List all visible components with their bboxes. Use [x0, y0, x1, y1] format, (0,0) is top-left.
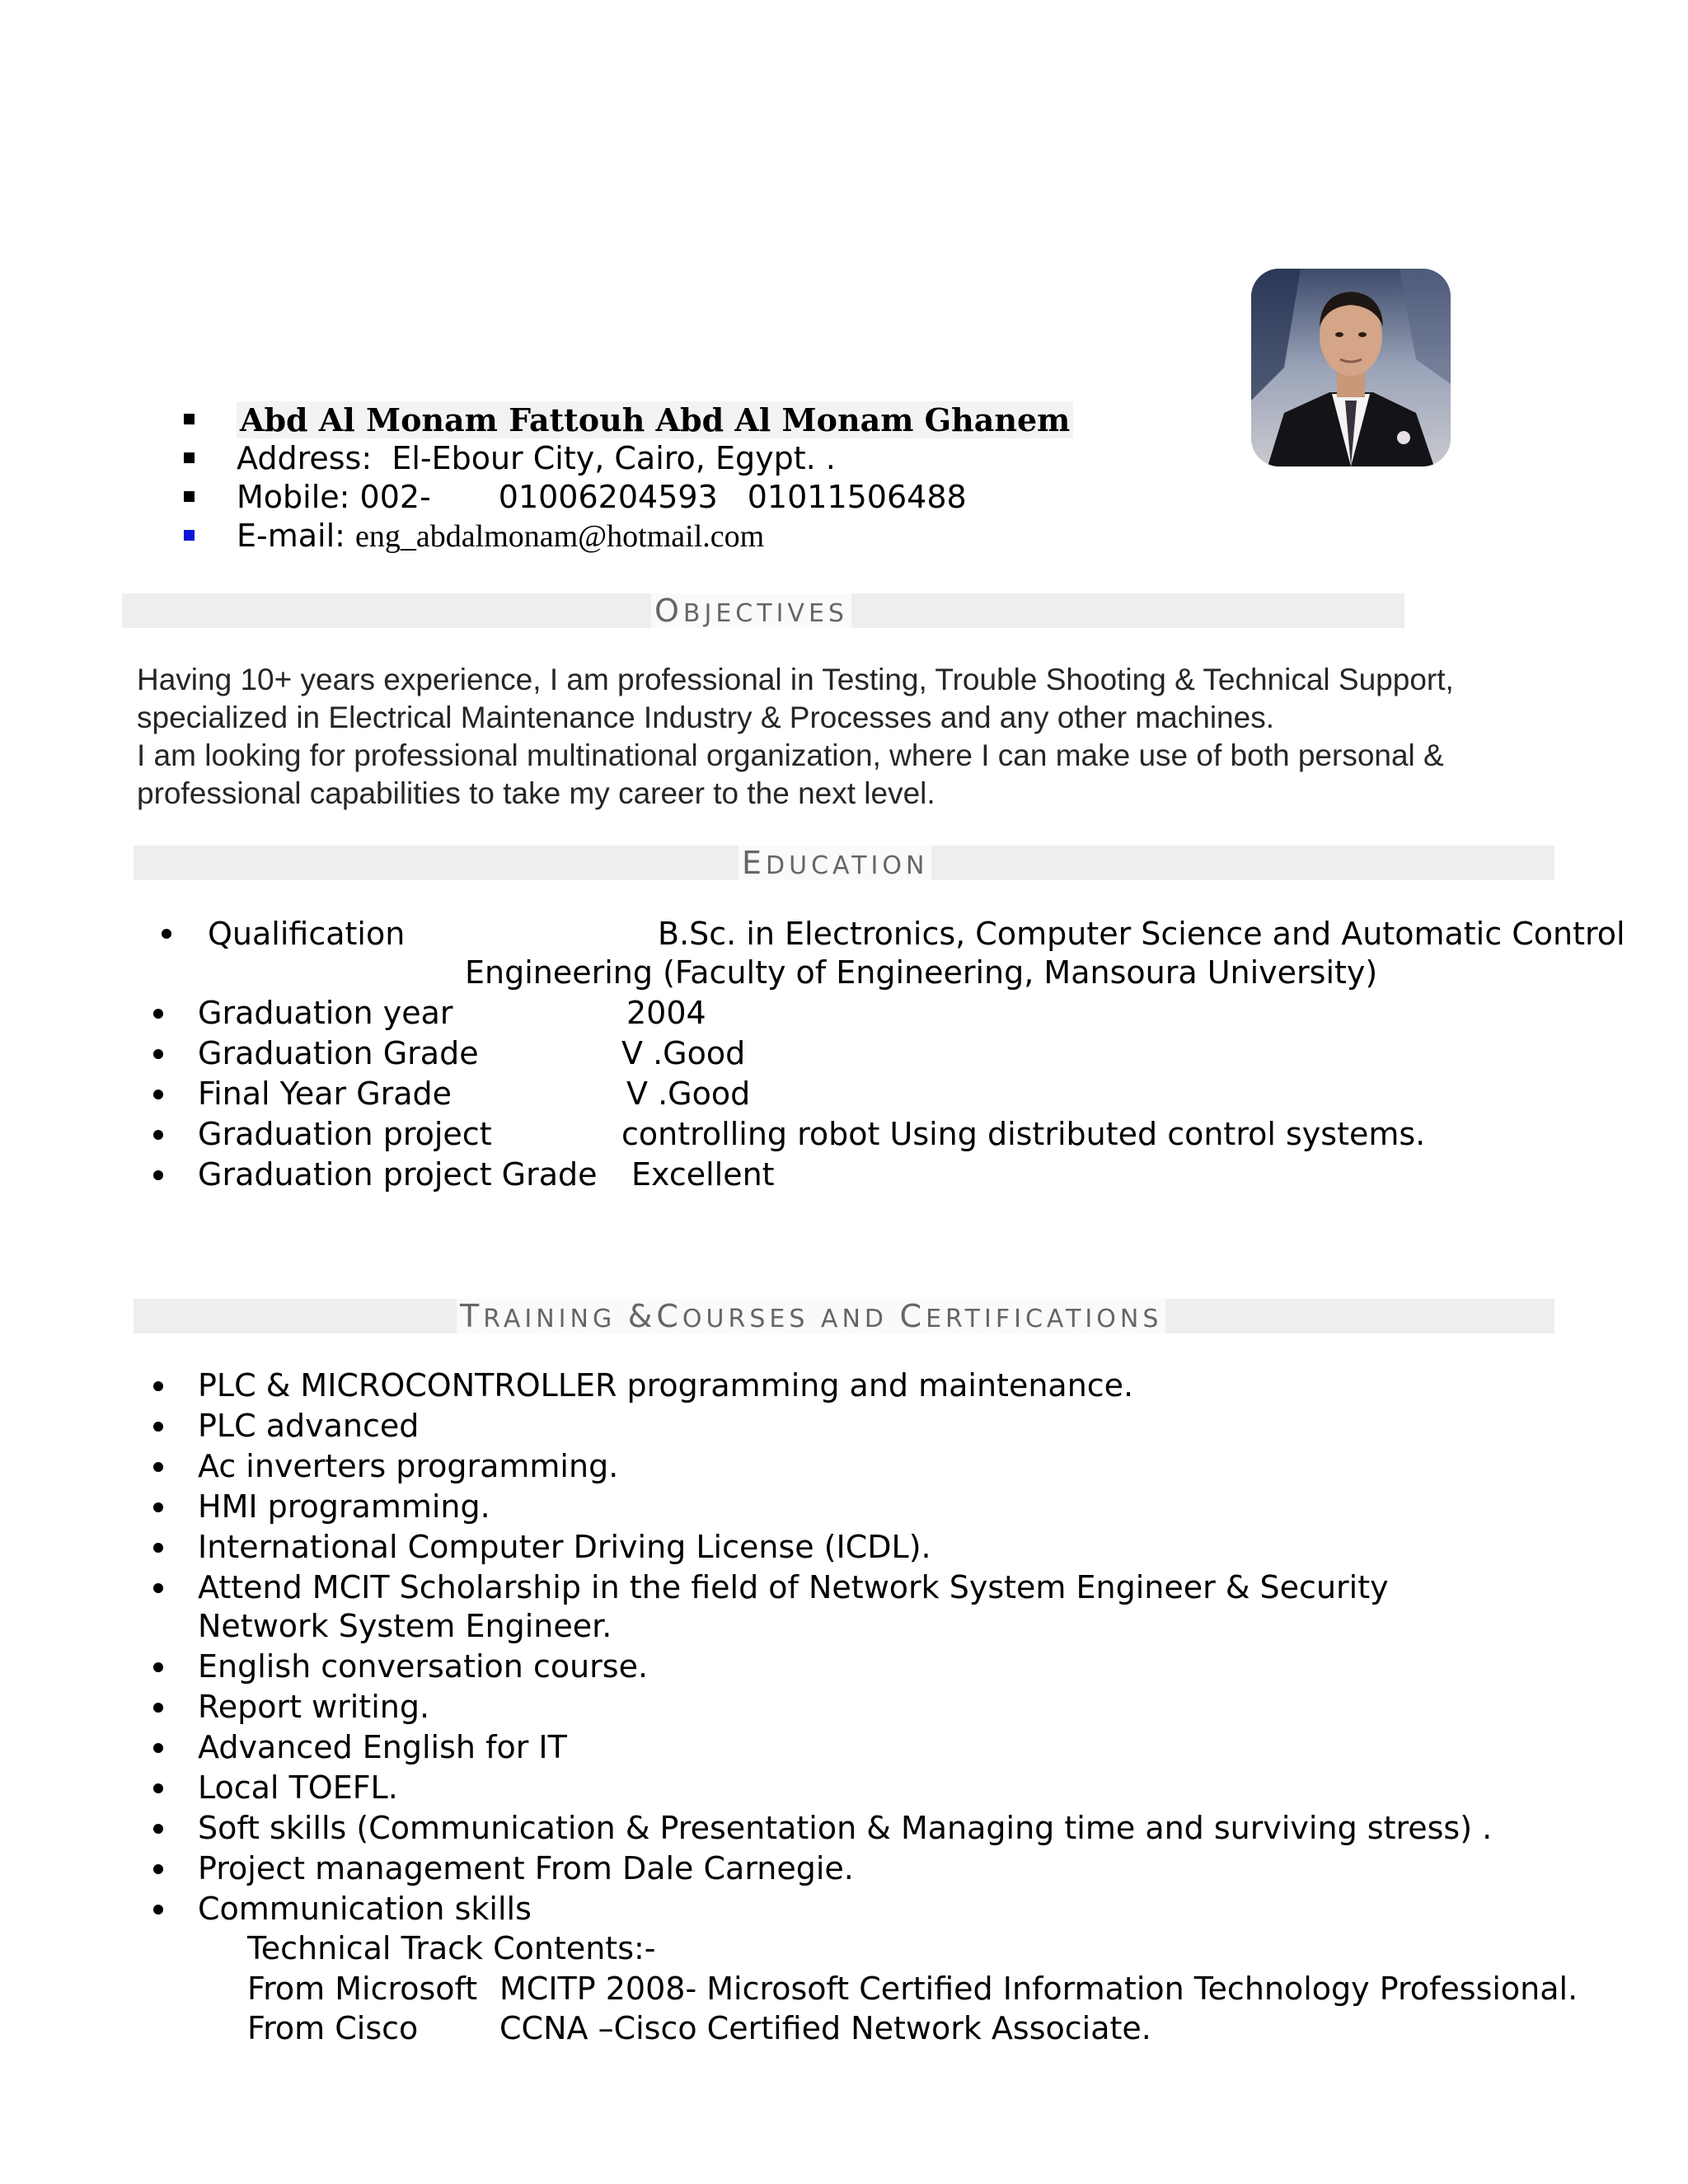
track-from: From Microsoft — [247, 1971, 478, 2007]
bullet-icon — [153, 1049, 163, 1059]
bullet-icon — [153, 1502, 163, 1512]
mobile-number-2: 01011506488 — [747, 479, 967, 515]
training-item: International Computer Driving License (ICDL). — [198, 1529, 931, 1565]
bullet-icon — [153, 1170, 163, 1180]
track-cert: CCNA –Cisco Certified Network Associate. — [499, 2010, 1151, 2046]
bullet-icon — [153, 1783, 163, 1793]
training-item: Attend MCIT Scholarship in the field of Network System Engineer & Security — [198, 1569, 1389, 1605]
bullet-icon — [184, 530, 195, 541]
objectives-header-band — [122, 593, 1404, 628]
bullet-icon — [153, 1662, 163, 1672]
training-item: PLC & MICROCONTROLLER programming and maintenance. — [198, 1367, 1134, 1404]
bullet-icon — [153, 1864, 163, 1874]
email-label: E-mail: — [237, 518, 345, 554]
bullet-icon — [153, 1090, 163, 1099]
qualification-value-line-1: B.Sc. in Electronics, Computer Science and Automatic Control — [658, 916, 1625, 952]
bullet-icon — [153, 1743, 163, 1753]
bullet-icon — [153, 1130, 163, 1140]
bullet-icon — [153, 1543, 163, 1553]
final-year-grade-value: V .Good — [626, 1076, 751, 1112]
bullet-icon — [153, 1381, 163, 1391]
bullet-icon — [184, 491, 195, 502]
address-label: Address: — [237, 440, 373, 476]
bullet-icon — [153, 1583, 163, 1593]
bullet-icon — [153, 1462, 163, 1472]
qualification-value-line-2: Engineering (Faculty of Engineering, Mansoura University) — [465, 954, 1378, 991]
training-item: Project management From Dale Carnegie. — [198, 1850, 854, 1886]
profile-photo — [1251, 269, 1451, 466]
training-item: English conversation course. — [198, 1648, 649, 1685]
training-header-band — [134, 1299, 1554, 1333]
mobile-label: Mobile: 002- — [237, 479, 431, 515]
address-value: El-Ebour City, Cairo, Egypt. . — [392, 440, 836, 476]
bullet-icon — [162, 929, 171, 939]
training-item: PLC advanced — [198, 1408, 420, 1444]
training-item: Advanced English for IT — [198, 1729, 567, 1765]
training-item: Soft skills (Communication & Presentation & Managing time and surviving stress) . — [198, 1810, 1493, 1846]
training-item: Ac inverters programming. — [198, 1448, 619, 1484]
email-link[interactable]: eng_abdalmonam@hotmail.com — [355, 519, 765, 554]
graduation-project-value: controlling robot Using distributed control systems. — [621, 1116, 1426, 1152]
education-header-band — [134, 846, 1554, 880]
bullet-icon — [153, 1703, 163, 1713]
bullet-icon — [184, 414, 195, 424]
training-item: Communication skills — [198, 1891, 532, 1927]
technical-track-label: Technical Track Contents:- — [247, 1930, 656, 1966]
candidate-name: Abd Al Monam Fattouh Abd Al Monam Ghanem — [237, 401, 1073, 438]
qualification-label: Qualification — [208, 916, 406, 952]
bullet-icon — [153, 1422, 163, 1432]
graduation-year-value: 2004 — [626, 995, 706, 1031]
final-year-grade-label: Final Year Grade — [198, 1076, 452, 1112]
education-heading: EDUCATION — [738, 846, 931, 880]
bullet-icon — [153, 1905, 163, 1915]
track-from: From Cisco — [247, 2010, 419, 2046]
track-cert: MCITP 2008- Microsoft Certified Information Technology Professional. — [499, 1971, 1578, 2007]
objectives-text — [137, 661, 1587, 813]
graduation-project-grade-value: Excellent — [631, 1156, 775, 1193]
bullet-icon — [184, 452, 195, 463]
graduation-year-label: Graduation year — [198, 995, 453, 1031]
objectives-heading: OBJECTIVES — [651, 593, 851, 628]
training-item: HMI programming. — [198, 1488, 490, 1525]
training-heading: TRAINING &COURSES AND CERTIFICATIONS — [457, 1299, 1165, 1333]
mobile-number-1: 01006204593 — [498, 479, 718, 515]
bullet-icon — [153, 1009, 163, 1019]
bullet-icon — [153, 1824, 163, 1834]
training-item-continuation: Network System Engineer. — [198, 1608, 612, 1644]
graduation-project-grade-label: Graduation project Grade — [198, 1156, 598, 1193]
graduation-project-label: Graduation project — [198, 1116, 492, 1152]
training-item: Report writing. — [198, 1689, 430, 1725]
objective-paragraph-2: I am looking for professional multinational organization, where I can make use of both personal & professional capabilities to take my career to the next level. — [137, 738, 1444, 810]
graduation-grade-label: Graduation Grade — [198, 1035, 479, 1071]
graduation-grade-value: V .Good — [621, 1035, 746, 1071]
objective-paragraph-1: Having 10+ years experience, I am professional in Testing, Trouble Shooting & Technical Support, specialized in Electrical Maintenance Industry & Processes and any other machines. — [137, 663, 1454, 734]
training-item: Local TOEFL. — [198, 1769, 398, 1806]
